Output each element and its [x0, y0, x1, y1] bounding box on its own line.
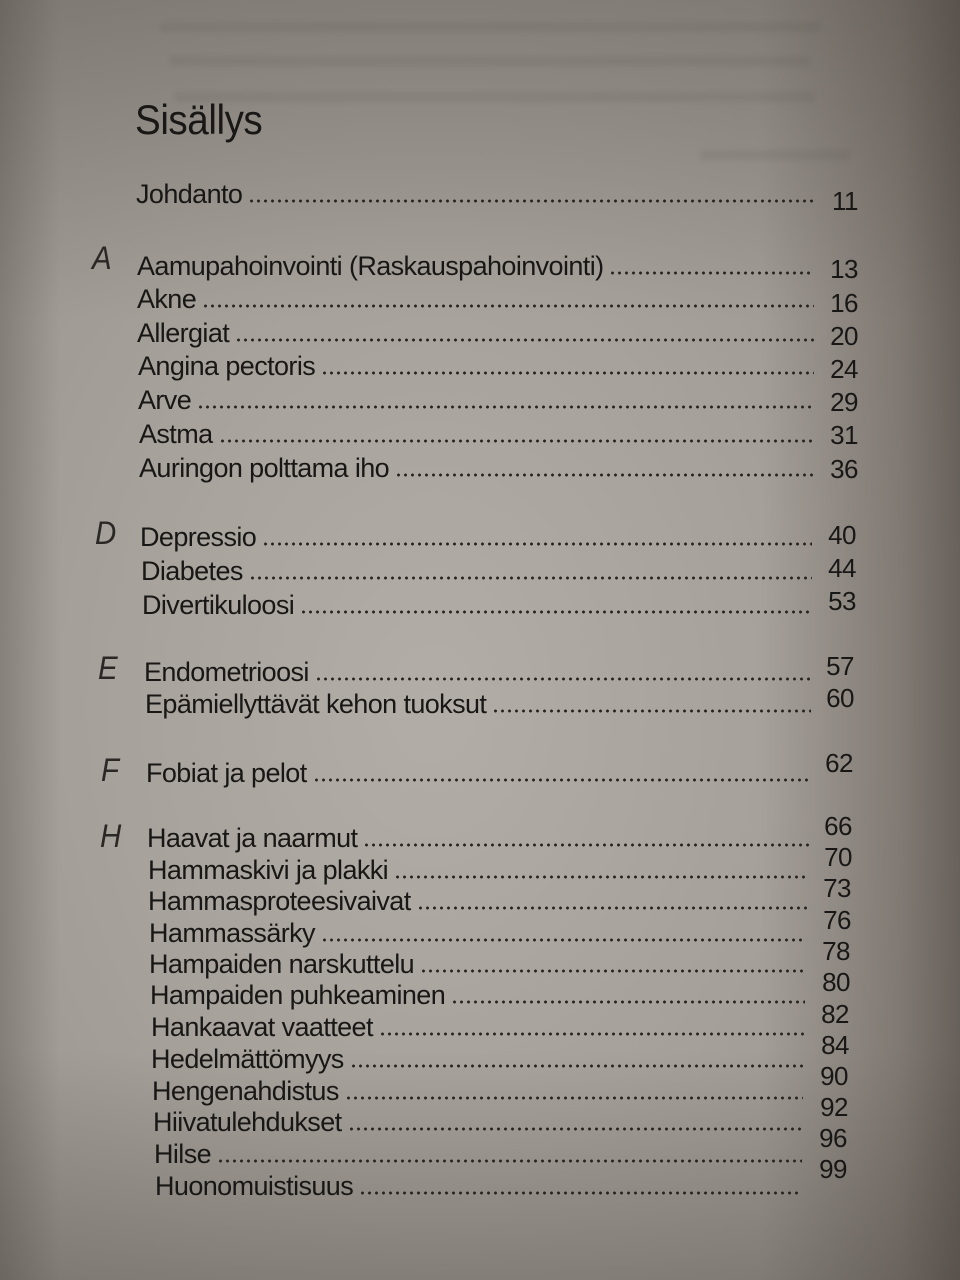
- bleed-through-mark: [175, 92, 815, 102]
- toc-page-number: 78: [822, 936, 850, 966]
- toc-entry-label: Astma: [139, 419, 213, 449]
- dot-leader: [300, 610, 812, 614]
- toc-entry-label: Hammassärky: [149, 918, 315, 948]
- toc-entry-label: Allergiat: [137, 318, 230, 348]
- dot-leader: [202, 304, 814, 308]
- toc-entry-label: Auringon polttama iho: [139, 453, 390, 483]
- dot-leader: [492, 709, 811, 713]
- toc-entry[interactable]: [141, 553, 812, 587]
- toc-page-number: 82: [821, 999, 849, 1029]
- toc-page-number: 44: [828, 553, 856, 583]
- toc-entry[interactable]: [151, 1009, 804, 1043]
- toc-entry-label: Diabetes: [141, 556, 243, 586]
- dot-leader: [417, 906, 807, 910]
- dot-leader: [395, 473, 814, 477]
- toc-entry-label: Angina pectoris: [138, 351, 316, 381]
- toc-entry[interactable]: [139, 450, 814, 484]
- bleed-through-mark: [170, 56, 810, 66]
- toc-entry[interactable]: [142, 587, 812, 621]
- toc-page-number: 84: [821, 1030, 849, 1060]
- toc-page-number: 92: [820, 1092, 848, 1122]
- toc-entry[interactable]: [144, 654, 811, 688]
- dot-leader: [394, 875, 808, 879]
- toc-entry[interactable]: [149, 946, 805, 980]
- toc-entry-label: Hankaavat vaatteet: [151, 1012, 373, 1042]
- toc-entry-label: Johdanto: [136, 179, 243, 209]
- toc-page-number: 53: [828, 586, 856, 616]
- toc-page-number: 62: [825, 748, 853, 778]
- toc-page-number: 11: [832, 186, 858, 216]
- toc-page-number: 90: [820, 1061, 848, 1091]
- toc-page-number: 20: [830, 321, 858, 351]
- section-letter-e: E: [98, 650, 118, 686]
- toc-entry[interactable]: [151, 1041, 803, 1075]
- toc-entry[interactable]: [148, 852, 808, 886]
- toc-entry[interactable]: [138, 382, 814, 416]
- toc-entry-label: Endometrioosi: [144, 657, 309, 687]
- dot-leader: [379, 1032, 804, 1036]
- dot-leader: [315, 677, 811, 681]
- dot-leader: [248, 199, 814, 203]
- section-letter-d: D: [95, 515, 117, 551]
- dot-leader: [359, 1191, 802, 1195]
- toc-page-number: 66: [824, 811, 852, 841]
- toc-entry-label: Hampaiden narskuttelu: [149, 949, 415, 979]
- toc-entry[interactable]: [137, 281, 814, 315]
- toc-entry-label: Fobiat ja pelot: [146, 758, 307, 788]
- toc-page-number: 57: [826, 651, 854, 681]
- toc-entry-label: Hedelmättömyys: [151, 1044, 344, 1074]
- toc-entry-intro[interactable]: [136, 176, 814, 210]
- dot-leader: [313, 778, 810, 782]
- toc-page-number: 73: [823, 873, 851, 903]
- section-letter-a: A: [92, 240, 112, 276]
- toc-entry-label: Hampaiden puhkeaminen: [150, 980, 446, 1010]
- toc-page-number: 36: [830, 454, 858, 484]
- dot-leader: [321, 938, 806, 942]
- toc-entry[interactable]: [145, 686, 811, 720]
- toc-page-number: 40: [828, 520, 856, 550]
- toc-page-number: 80: [822, 967, 850, 997]
- toc-page-number: 60: [826, 683, 854, 713]
- dot-leader: [363, 843, 809, 847]
- toc-entry-label: Hammasproteesivaivat: [148, 886, 411, 916]
- toc-entry[interactable]: [146, 755, 810, 789]
- dot-leader: [249, 576, 812, 580]
- dot-leader: [321, 371, 814, 375]
- toc-entry-label: Depressio: [140, 522, 257, 552]
- toc-entry[interactable]: [137, 315, 814, 349]
- dot-leader: [217, 1159, 802, 1163]
- toc-entry-label: Divertikuloosi: [142, 590, 295, 620]
- toc-page-number: 24: [830, 354, 858, 384]
- toc-entry-label: Akne: [137, 284, 197, 314]
- toc-entry-label: Huonomuistisuus: [155, 1171, 354, 1201]
- toc-entry-label: Arve: [138, 385, 192, 415]
- toc-entry-label: Hengenahdistus: [152, 1076, 339, 1106]
- toc-entry[interactable]: [140, 519, 812, 553]
- page-title: Sisällys: [135, 96, 263, 144]
- toc-entry[interactable]: [147, 820, 809, 854]
- toc-entry[interactable]: [138, 348, 814, 382]
- bleed-through-mark: [700, 150, 850, 160]
- toc-entry[interactable]: [155, 1168, 802, 1202]
- dot-leader: [345, 1096, 803, 1100]
- section-letter-f: F: [101, 752, 119, 788]
- toc-entry[interactable]: [154, 1136, 802, 1170]
- toc-entry-label: Aamupahoinvointi (Raskauspahoinvointi): [137, 251, 604, 281]
- dot-leader: [451, 1000, 805, 1004]
- bleed-through-mark: [160, 22, 820, 32]
- toc-page-number: 16: [830, 288, 858, 318]
- toc-entry-label: Haavat ja naarmut: [147, 823, 358, 853]
- section-letter-h: H: [100, 818, 122, 854]
- toc-entry-label: Hammaskivi ja plakki: [148, 855, 389, 885]
- dot-leader: [420, 969, 805, 973]
- dot-leader: [197, 405, 814, 409]
- dot-leader: [609, 271, 814, 275]
- toc-entry[interactable]: [149, 915, 806, 949]
- toc-entry-label: Epämiellyttävät kehon tuoksut: [145, 689, 487, 719]
- toc-entry-label: Hilse: [154, 1139, 212, 1169]
- toc-page-number: 70: [824, 842, 852, 872]
- toc-page-number: 29: [830, 387, 858, 417]
- toc-page-number: 76: [823, 905, 851, 935]
- toc-entry[interactable]: [153, 1104, 802, 1138]
- toc-entry[interactable]: [139, 416, 814, 450]
- dot-leader: [219, 439, 814, 443]
- toc-page-number: 13: [830, 254, 858, 284]
- toc-entry[interactable]: [137, 248, 814, 282]
- toc-page-number: 31: [830, 420, 858, 450]
- dot-leader: [262, 542, 812, 546]
- toc-entry[interactable]: [148, 883, 807, 917]
- toc-page-number: 96: [819, 1123, 847, 1153]
- toc-entry-label: Hiivatulehdukset: [153, 1107, 342, 1137]
- toc-entry[interactable]: [152, 1073, 803, 1107]
- dot-leader: [235, 338, 814, 342]
- toc-page-number: 99: [819, 1154, 847, 1184]
- dot-leader: [350, 1064, 803, 1068]
- dot-leader: [348, 1127, 802, 1131]
- toc-entry[interactable]: [150, 977, 805, 1011]
